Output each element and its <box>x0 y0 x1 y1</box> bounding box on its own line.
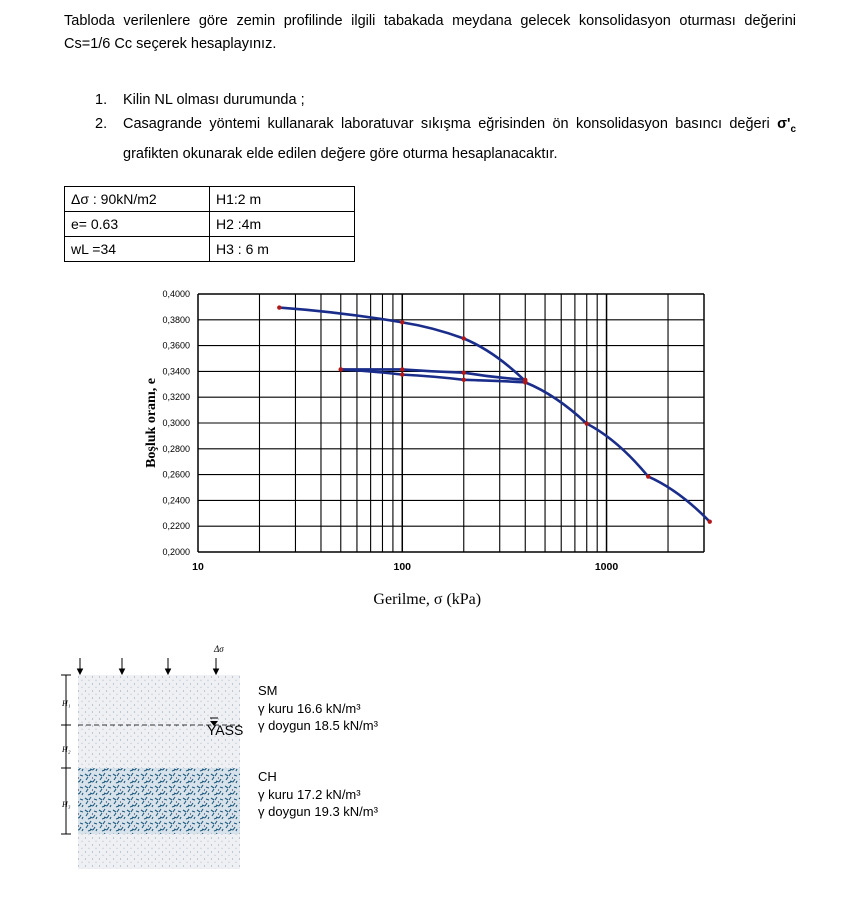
ch-name: CH <box>258 769 277 784</box>
list-text-a: Casagrande yöntemi kullanarak laboratuvar sıkışma eğrisinden ön konsolidasyon basıncı değeri <box>123 116 770 132</box>
soil-profile-diagram <box>56 640 256 875</box>
data-point <box>646 474 650 478</box>
y-tick-label: 0,3400 <box>162 366 190 377</box>
table-cell: e= 0.63 <box>65 212 210 237</box>
table-cell: H1:2 m <box>210 187 355 212</box>
x-tick-label: 100 <box>393 561 412 573</box>
data-point <box>523 380 527 384</box>
x-axis-title: Gerilme, σ (kPa) <box>373 591 482 608</box>
x-tick-label: 10 <box>192 561 204 573</box>
load-arrow-head <box>78 669 83 674</box>
load-arrows <box>78 658 219 674</box>
ch-properties <box>258 768 378 821</box>
y-tick-label: 0,2800 <box>162 443 190 454</box>
h3-label: H₃ <box>62 800 71 809</box>
x-tick-label: 1000 <box>594 561 619 573</box>
load-arrow-head <box>214 669 219 674</box>
water-table-label: YASS <box>207 722 244 738</box>
sm-name: SM <box>258 683 278 698</box>
y-tick-label: 0,3200 <box>162 392 190 403</box>
ch-sat-unit-weight: γ doygun 19.3 kN/m³ <box>258 804 378 819</box>
table-cell: Δσ : 90kN/m2 <box>65 187 210 212</box>
data-point <box>462 370 466 374</box>
y-tick-label: 0,3800 <box>162 314 190 325</box>
list-item <box>95 112 796 166</box>
ch-layer <box>78 768 240 834</box>
list-item <box>95 88 796 112</box>
data-point <box>277 305 281 309</box>
data-point <box>462 336 466 340</box>
problem-intro: Tabloda verilenlere göre zemin profilinde ilgili tabakada meydana gelecek konsolidasyon oturması değerini Cs=1/6 Cc seçerek hesaplayınız. <box>64 13 796 52</box>
data-point <box>585 421 589 425</box>
table-cell: H3 : 6 m <box>210 237 355 262</box>
sm-dry-unit-weight: γ kuru 16.6 kN/m³ <box>258 700 361 716</box>
compression-curve-chart <box>120 272 740 617</box>
y-tick-label: 0,2600 <box>162 469 190 480</box>
list-number: 1. <box>95 92 108 108</box>
sigma-symbol: $\sigma'_c$ <box>777 116 796 135</box>
h2-label: H₂ <box>62 745 71 754</box>
list-text-b: grafikten okunarak elde edilen değere göre oturma hesaplanacaktır. <box>123 145 558 162</box>
bottom-layer <box>78 834 240 869</box>
list-text <box>123 112 796 166</box>
data-point <box>339 367 343 371</box>
data-point <box>708 519 712 523</box>
table-row <box>65 237 355 262</box>
y-tick-label: 0,3600 <box>162 340 190 351</box>
table-row <box>65 187 355 212</box>
y-tick-label: 0,2200 <box>162 521 190 532</box>
delta-sigma-label: Δσ <box>214 644 224 654</box>
data-point <box>400 372 404 376</box>
problem-statement <box>64 10 796 56</box>
table-cell: wL =34 <box>65 237 210 262</box>
y-tick-label: 0,4000 <box>162 289 190 299</box>
y-tick-label: 0,3000 <box>162 418 190 428</box>
load-arrow-head <box>166 669 171 674</box>
y-tick-label: 0,2400 <box>162 495 190 506</box>
table-row <box>65 212 355 237</box>
data-point <box>400 367 404 371</box>
y-axis-title: Boşluk oranı, e <box>144 378 159 468</box>
h1-label: H₁ <box>62 699 71 708</box>
ch-dry-unit-weight: γ kuru 17.2 kN/m³ <box>258 786 361 802</box>
sm-properties <box>258 682 378 735</box>
data-point <box>400 320 404 324</box>
load-arrow-head <box>120 669 125 674</box>
list-number: 2. <box>95 116 108 132</box>
question-list <box>95 88 796 166</box>
data-point <box>462 378 466 382</box>
parameters-table <box>64 186 355 262</box>
sm-sat-unit-weight: γ doygun 18.5 kN/m³ <box>258 718 378 733</box>
table-cell: H2 :4m <box>210 212 355 237</box>
y-tick-label: 0,2000 <box>162 547 190 557</box>
list-text: Kilin NL olması durumunda ; <box>123 92 305 108</box>
